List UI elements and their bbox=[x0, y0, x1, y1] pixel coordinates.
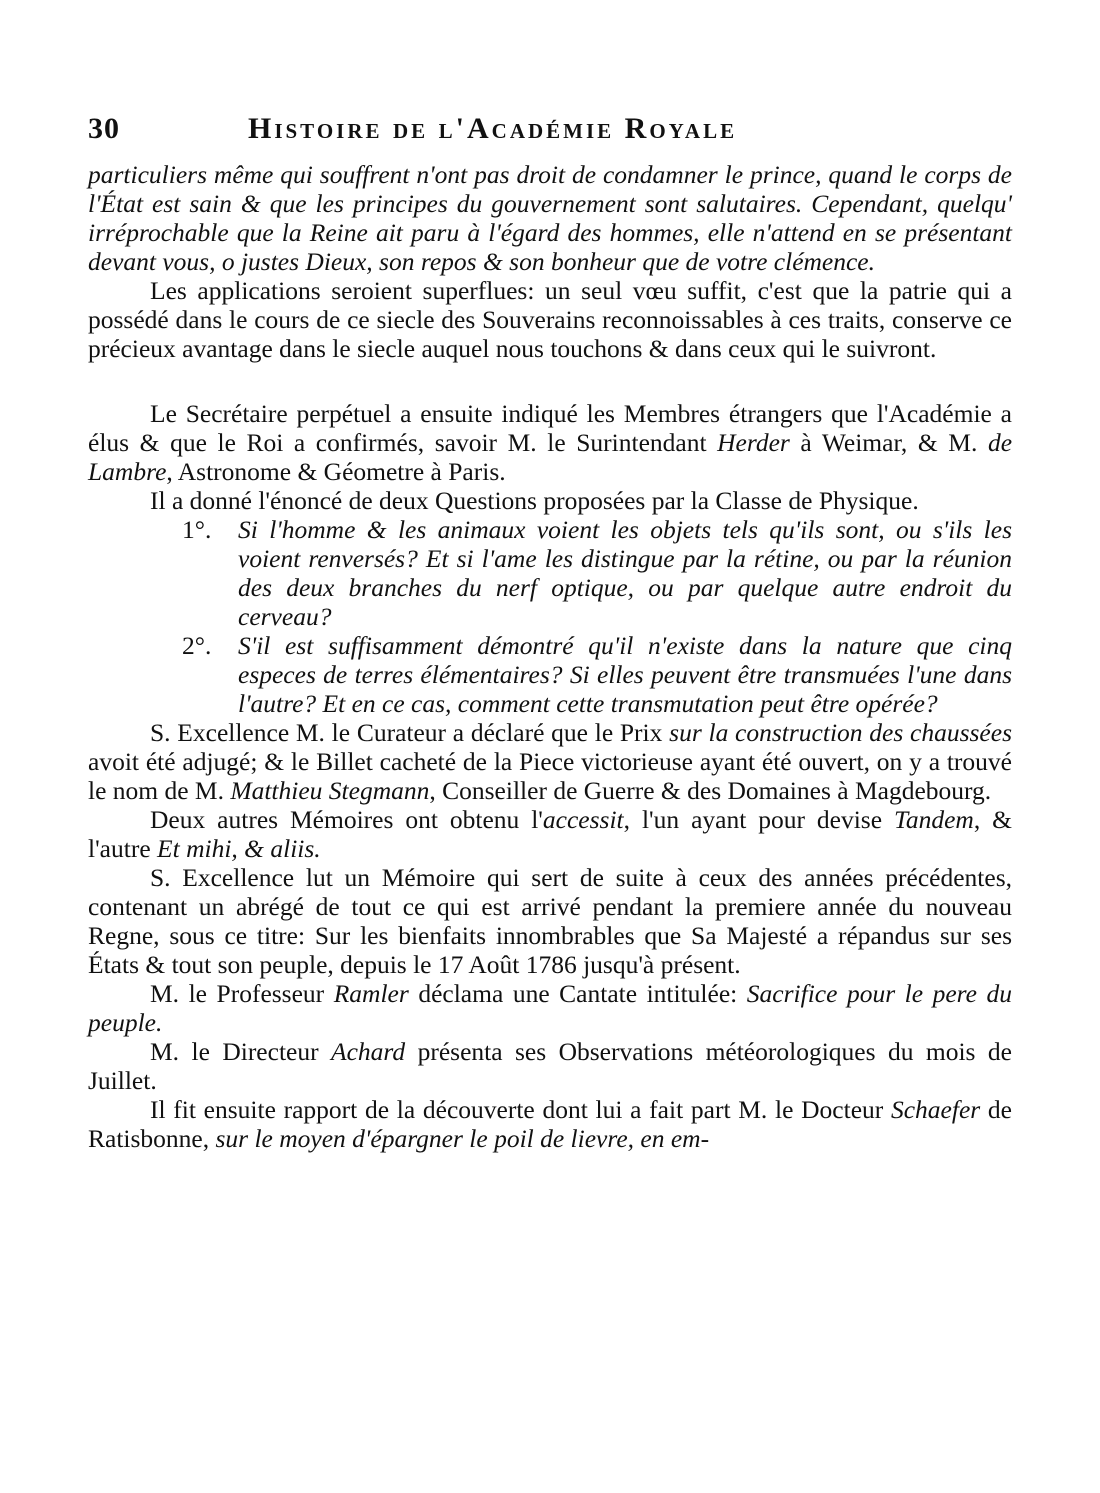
paragraph-memoir: S. Excellence lut un Mémoire qui sert de suite à ceux des années précédentes, contenant un abrégé de tout ce qui est arrivé pendant la premiere année du nouveau Regne, sous ce titre: Sur les bienfaits innombrables que Sa Majesté a répandus sur ses États & tout son peuple, depuis le 17 Août 1786 jusqu'à présent. bbox=[88, 863, 1012, 979]
page-header bbox=[88, 112, 1018, 152]
paragraph-quotation-end bbox=[88, 160, 1012, 276]
paragraph-questions-intro: Il a donné l'énoncé de deux Questions proposées par la Classe de Physique. bbox=[150, 486, 919, 515]
name-achard: Achard bbox=[331, 1037, 406, 1066]
name-de-lambre: de Lambre bbox=[88, 428, 1013, 486]
page-number: 30 bbox=[88, 112, 120, 145]
name-stegmann: Matthieu Stegmann bbox=[230, 776, 430, 805]
question-number: 2°. bbox=[182, 631, 212, 660]
question-item bbox=[88, 631, 1012, 718]
question-text: S'il est suffisamment démontré qu'il n'existe dans la nature que cinq especes de terres élémentaires? Si elles peuvent être transmuées l'une dans l'autre? Et en ce cas, comment cette transmutation peut être opérée? bbox=[238, 631, 1012, 718]
running-head: Histoire de l'Académie Royale bbox=[248, 112, 738, 145]
paragraph-observations: M. le Directeur Achard présenta ses Observations météorologiques du mois de Juillet. bbox=[88, 1037, 1012, 1095]
paragraph-prize: S. Excellence M. le Curateur a déclaré que le Prix sur la construction des chaussées avoit été adjugé; & le Billet cacheté de la Piece victorieuse ayant été ouvert, on y a trouvé le nom de M. Matthieu Stegmann, Conseiller de Guerre & des Domaines à Magdebourg. bbox=[88, 718, 1012, 805]
paragraph-accessit: Deux autres Mémoires ont obtenu l'accessit, l'un ayant pour devise Tandem, & l'autre Et mihi, & aliis. bbox=[88, 805, 1012, 863]
paragraph-cantate: M. le Professeur Ramler déclama une Cantate intitulée: Sacrifice pour le pere du peuple. bbox=[88, 979, 1013, 1037]
paragraph-applications: Les applications seroient superflues: un seul vœu suffit, c'est que la patrie qui a possédé dans le cours de ce siecle des Souverains reconnoissables à ces traits, conserve ce précieux avantage dans le siecle auquel nous touchons & dans ceux qui le suivront. bbox=[88, 276, 1012, 363]
prize-subject: sur la construction des chaussées bbox=[669, 718, 1012, 747]
name-ramler: Ramler bbox=[333, 979, 409, 1008]
question-text: Si l'homme & les animaux voient les objets tels qu'ils sont, ou s'ils les voient renversés? Et si l'ame les distingue par la rétine, ou par la réunion des deux branches du nerf optique, ou par quelque autre endroit du cerveau? bbox=[238, 515, 1012, 631]
quotation-text: particuliers même qui souffrent n'ont pas droit de condamner le prince, quand le corps de l'État est sain & que les principes du gouvernement sont salutaires. Cependant, quelqu' irréprochable que la Reine ait paru à l'égard des hommes, elle n'attend en se présentant devant vous, o justes Dieux, son repos & son bonheur que de votre clémence. bbox=[88, 160, 1012, 276]
name-schaefer: Schaefer bbox=[890, 1095, 981, 1124]
cantate-title: Sacrifice pour le pere du peuple. bbox=[88, 979, 1013, 1037]
page-body bbox=[88, 160, 1012, 1153]
question-item bbox=[88, 515, 1012, 631]
questions-list bbox=[88, 515, 1012, 718]
paragraph-new-members: Le Secrétaire perpétuel a ensuite indiqué les Membres étrangers que l'Académie a élus & que le Roi a confirmés, savoir M. le Surintendant Herder à Weimar, & M. de Lambre, Astronome & Géometre à Paris. bbox=[88, 399, 1013, 486]
question-number: 1°. bbox=[182, 515, 212, 544]
name-herder: Herder bbox=[717, 428, 790, 457]
paragraph-discovery: Il fit ensuite rapport de la découverte dont lui a fait part M. le Docteur Schaefer de Ratisbonne, sur le moyen d'épargner le poil de lievre, en em- bbox=[88, 1095, 1012, 1153]
